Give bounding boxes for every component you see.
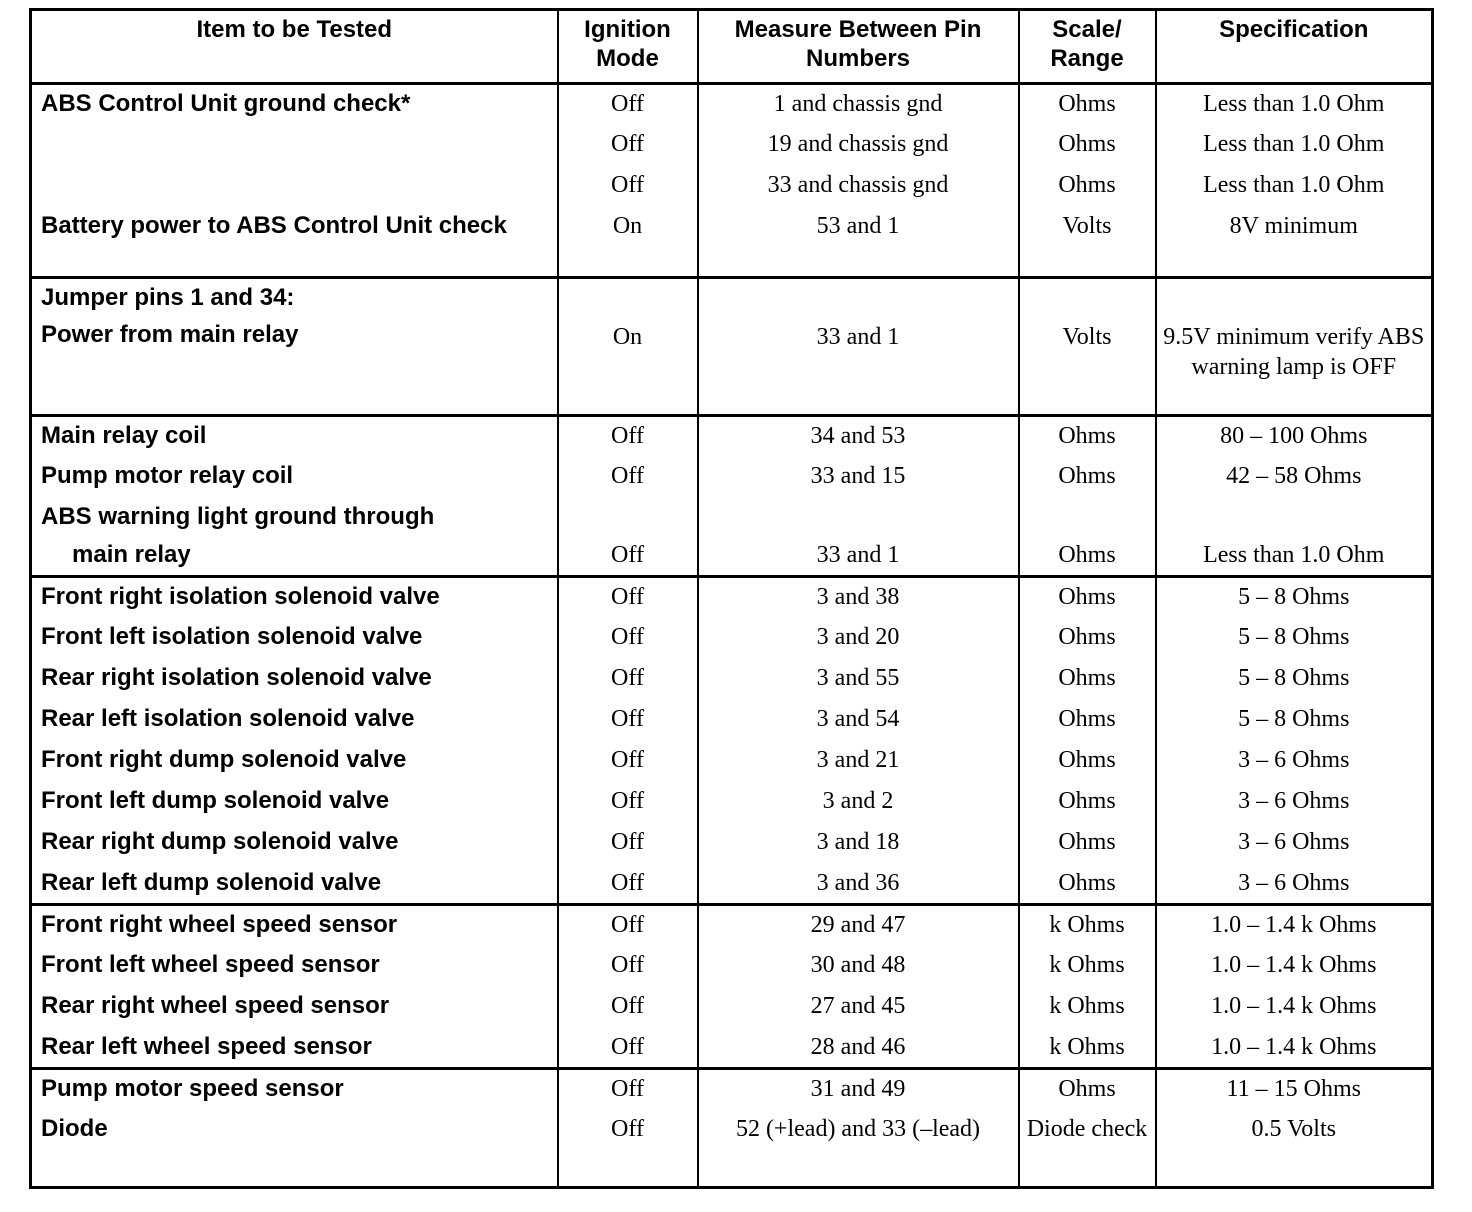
scale-cell: Ohms — [1019, 659, 1156, 700]
table-row — [31, 823, 1433, 864]
table-row — [31, 1028, 1433, 1069]
scale-cell: Ohms — [1019, 84, 1156, 125]
ignition-cell: Off — [558, 1028, 698, 1069]
spec-cell: 80 – 100 Ohms — [1156, 416, 1433, 457]
pins-cell: 28 and 46 — [698, 1028, 1019, 1069]
table-row — [31, 577, 1433, 618]
ignition-cell: On — [558, 207, 698, 278]
ignition-cell: Off — [558, 1069, 698, 1110]
ignition-cell — [558, 278, 698, 316]
spec-cell: 3 – 6 Ohms — [1156, 782, 1433, 823]
table-row — [31, 659, 1433, 700]
scale-cell: Ohms — [1019, 618, 1156, 659]
item-cell: Jumper pins 1 and 34: — [31, 278, 558, 316]
scale-cell: Volts — [1019, 316, 1156, 416]
scale-cell: Ohms — [1019, 741, 1156, 782]
ignition-cell: Off — [558, 536, 698, 577]
pins-cell: 3 and 38 — [698, 577, 1019, 618]
spec-cell: 1.0 – 1.4 k Ohms — [1156, 987, 1433, 1028]
table-row — [31, 278, 1433, 316]
ignition-cell: On — [558, 316, 698, 416]
scale-cell — [1019, 498, 1156, 536]
ignition-cell: Off — [558, 659, 698, 700]
item-cell: Rear left wheel speed sensor — [31, 1028, 558, 1069]
table-row — [31, 457, 1433, 498]
ignition-cell: Off — [558, 457, 698, 498]
pins-cell: 3 and 20 — [698, 618, 1019, 659]
scale-cell: Ohms — [1019, 577, 1156, 618]
table-row — [31, 782, 1433, 823]
header-scale: Scale/ Range — [1019, 10, 1156, 84]
pins-cell: 29 and 47 — [698, 905, 1019, 946]
pins-cell: 27 and 45 — [698, 987, 1019, 1028]
scale-cell: k Ohms — [1019, 905, 1156, 946]
spec-cell — [1156, 278, 1433, 316]
scale-cell: k Ohms — [1019, 1028, 1156, 1069]
scale-cell: Ohms — [1019, 536, 1156, 577]
scale-cell: Ohms — [1019, 1069, 1156, 1110]
scale-cell: Ohms — [1019, 125, 1156, 166]
scale-cell: Ohms — [1019, 823, 1156, 864]
ignition-cell: Off — [558, 166, 698, 207]
abs-test-table — [29, 8, 1434, 1189]
item-cell: Rear right wheel speed sensor — [31, 987, 558, 1028]
scale-cell: k Ohms — [1019, 987, 1156, 1028]
header-row — [31, 10, 1433, 84]
test-specification-sheet — [29, 8, 1431, 1204]
pins-cell: 19 and chassis gnd — [698, 125, 1019, 166]
scale-cell: Ohms — [1019, 700, 1156, 741]
table-row — [31, 416, 1433, 457]
scale-cell: k Ohms — [1019, 946, 1156, 987]
table-row — [31, 905, 1433, 946]
item-cell: Front right wheel speed sensor — [31, 905, 558, 946]
spec-cell: 0.5 Volts — [1156, 1110, 1433, 1188]
pins-cell: 53 and 1 — [698, 207, 1019, 278]
ignition-cell — [558, 498, 698, 536]
ignition-cell: Off — [558, 700, 698, 741]
ignition-cell: Off — [558, 946, 698, 987]
spec-cell: 8V minimum — [1156, 207, 1433, 278]
pins-cell: 3 and 18 — [698, 823, 1019, 864]
ignition-cell: Off — [558, 782, 698, 823]
scale-cell: Volts — [1019, 207, 1156, 278]
pins-cell: 3 and 2 — [698, 782, 1019, 823]
ignition-cell: Off — [558, 987, 698, 1028]
item-cell: Rear right dump solenoid valve — [31, 823, 558, 864]
table-row — [31, 618, 1433, 659]
header-pins: Measure Between Pin Numbers — [698, 10, 1019, 84]
ignition-cell: Off — [558, 864, 698, 905]
spec-cell: Less than 1.0 Ohm — [1156, 166, 1433, 207]
item-cell: ABS Control Unit ground check* — [31, 84, 558, 125]
pins-cell: 33 and chassis gnd — [698, 166, 1019, 207]
item-cell: Front left wheel speed sensor — [31, 946, 558, 987]
ignition-cell: Off — [558, 905, 698, 946]
ignition-cell: Off — [558, 823, 698, 864]
item-cell: Diode — [31, 1110, 558, 1188]
pins-cell: 3 and 36 — [698, 864, 1019, 905]
spec-cell: 5 – 8 Ohms — [1156, 659, 1433, 700]
ignition-cell: Off — [558, 416, 698, 457]
item-cell: Rear left isolation solenoid valve — [31, 700, 558, 741]
scale-cell: Ohms — [1019, 457, 1156, 498]
spec-cell: 3 – 6 Ohms — [1156, 823, 1433, 864]
ignition-cell: Off — [558, 84, 698, 125]
item-cell: Rear right isolation solenoid valve — [31, 659, 558, 700]
spec-cell: 1.0 – 1.4 k Ohms — [1156, 946, 1433, 987]
header-item: Item to be Tested — [31, 10, 558, 84]
item-cell: Front right isolation solenoid valve — [31, 577, 558, 618]
item-cell: Battery power to ABS Control Unit check — [31, 207, 558, 278]
spec-cell: 9.5V minimum verify ABS warning lamp is OFF — [1156, 316, 1433, 416]
scale-cell: Ohms — [1019, 864, 1156, 905]
pins-cell: 3 and 21 — [698, 741, 1019, 782]
pins-cell: 34 and 53 — [698, 416, 1019, 457]
scale-cell: Ohms — [1019, 416, 1156, 457]
ignition-cell: Off — [558, 577, 698, 618]
pins-cell: 31 and 49 — [698, 1069, 1019, 1110]
table-row — [31, 1110, 1433, 1188]
item-cell: Front right dump solenoid valve — [31, 741, 558, 782]
pins-cell: 1 and chassis gnd — [698, 84, 1019, 125]
pins-cell — [698, 278, 1019, 316]
table-row — [31, 207, 1433, 278]
spec-cell — [1156, 498, 1433, 536]
item-cell — [31, 166, 558, 207]
pins-cell: 30 and 48 — [698, 946, 1019, 987]
spec-cell: 1.0 – 1.4 k Ohms — [1156, 1028, 1433, 1069]
item-cell: ABS warning light ground through — [31, 498, 558, 536]
spec-cell: Less than 1.0 Ohm — [1156, 536, 1433, 577]
table-row — [31, 84, 1433, 125]
pins-cell: 3 and 54 — [698, 700, 1019, 741]
spec-cell: 5 – 8 Ohms — [1156, 618, 1433, 659]
spec-cell: Less than 1.0 Ohm — [1156, 125, 1433, 166]
spec-cell: Less than 1.0 Ohm — [1156, 84, 1433, 125]
table-row — [31, 1069, 1433, 1110]
spec-cell: 5 – 8 Ohms — [1156, 577, 1433, 618]
spec-cell: 3 – 6 Ohms — [1156, 864, 1433, 905]
scale-cell: Ohms — [1019, 782, 1156, 823]
table-row — [31, 741, 1433, 782]
pins-cell: 3 and 55 — [698, 659, 1019, 700]
item-cell: Front left dump solenoid valve — [31, 782, 558, 823]
pins-cell: 33 and 15 — [698, 457, 1019, 498]
pins-cell: 33 and 1 — [698, 536, 1019, 577]
scale-cell: Diode check — [1019, 1110, 1156, 1188]
spec-cell: 11 – 15 Ohms — [1156, 1069, 1433, 1110]
pins-cell: 52 (+lead) and 33 (–lead) — [698, 1110, 1019, 1188]
table-row — [31, 316, 1433, 416]
item-cell — [31, 125, 558, 166]
scale-cell — [1019, 278, 1156, 316]
table-row — [31, 166, 1433, 207]
item-cell: Pump motor relay coil — [31, 457, 558, 498]
spec-cell: 1.0 – 1.4 k Ohms — [1156, 905, 1433, 946]
pins-cell — [698, 498, 1019, 536]
item-cell: Pump motor speed sensor — [31, 1069, 558, 1110]
table-row — [31, 946, 1433, 987]
ignition-cell: Off — [558, 125, 698, 166]
pins-cell: 33 and 1 — [698, 316, 1019, 416]
ignition-cell: Off — [558, 741, 698, 782]
spec-cell: 5 – 8 Ohms — [1156, 700, 1433, 741]
item-cell: main relay — [31, 536, 558, 577]
table-row — [31, 864, 1433, 905]
header-spec: Specification — [1156, 10, 1433, 84]
table-row — [31, 987, 1433, 1028]
scale-cell: Ohms — [1019, 166, 1156, 207]
item-cell: Rear left dump solenoid valve — [31, 864, 558, 905]
item-cell: Front left isolation solenoid valve — [31, 618, 558, 659]
table-row — [31, 536, 1433, 577]
table-row — [31, 700, 1433, 741]
item-cell: Main relay coil — [31, 416, 558, 457]
spec-cell: 42 – 58 Ohms — [1156, 457, 1433, 498]
ignition-cell: Off — [558, 618, 698, 659]
table-row — [31, 498, 1433, 536]
ignition-cell: Off — [558, 1110, 698, 1188]
item-cell: Power from main relay — [31, 316, 558, 416]
spec-cell: 3 – 6 Ohms — [1156, 741, 1433, 782]
header-ignition: Ignition Mode — [558, 10, 698, 84]
table-row — [31, 125, 1433, 166]
